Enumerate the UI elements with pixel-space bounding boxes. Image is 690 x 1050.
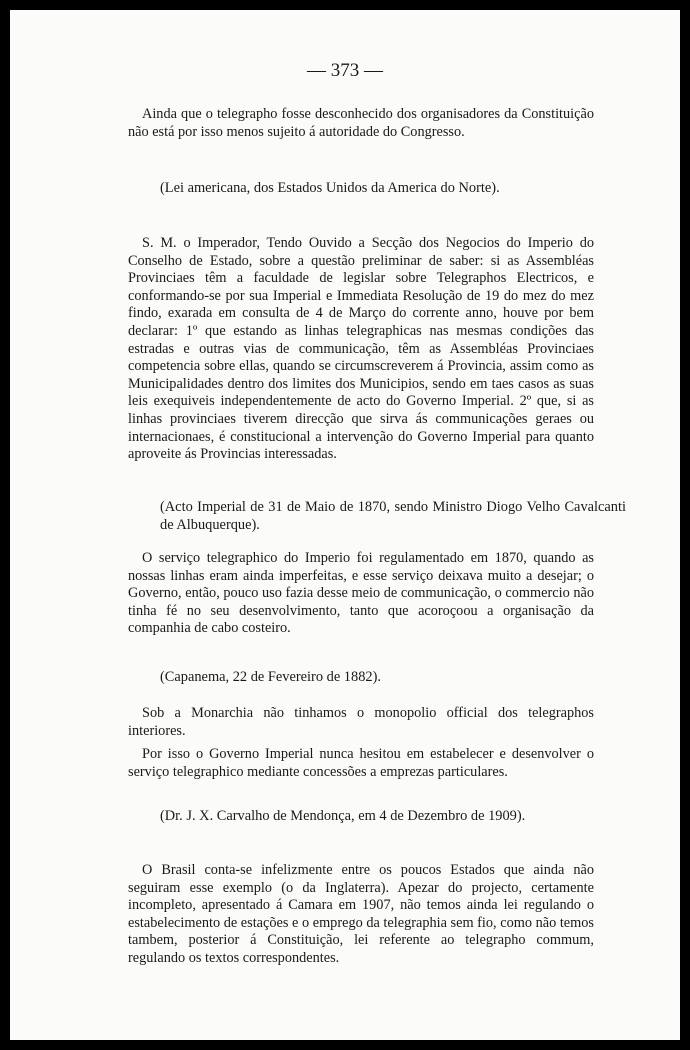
citation-acto-imperial: (Acto Imperial de 31 de Maio de 1870, sendo Ministro Diogo Velho Cavalcanti de Albuquerque). xyxy=(160,499,626,533)
paragraph-monarchia: Sob a Monarchia não tinhamos o monopolio official dos telegraphos interiores. xyxy=(128,705,594,739)
document-page xyxy=(10,10,680,1040)
paragraph-brasil-telegraphia: O Brasil conta-se infelizmente entre os poucos Estados que ainda não seguiram esse exemplo (o da Inglaterra). Apezar do projecto, certamente incompleto, apresentado á Camara em 1907, não temos ainda lei regulando o estabelecimento de estações e o emprego da telegraphia sem fio, como não temos tambem, posterior á Constituição, lei referente ao telegrapho commum, regulando os textos correspondentes. xyxy=(128,862,594,966)
citation-capanema: (Capanema, 22 de Fevereiro de 1882). xyxy=(160,669,381,685)
paragraph-servico-telegraphico: O serviço telegraphico do Imperio foi regulamentado em 1870, quando as nossas linhas eram ainda imperfeitas, e esse serviço deixava muito a desejar; o Governo, então, pouco uso fazia desse meio de communicação, o commercio não tinha fé no seu desenvolvimento, tanto que acoroçoou a organisação da companhia de cabo costeiro. xyxy=(128,550,594,637)
citation-lei-americana: (Lei americana, dos Estados Unidos da America do Norte). xyxy=(160,180,500,196)
paragraph-resolucao-imperial: S. M. o Imperador, Tendo Ouvido a Secção dos Negocios do Imperio do Conselho de Estado, sobre a questão preliminar de saber: si as Assembléas Provinciaes têm a faculdade de legislar sobre Telegraphos Electricos, e conformando-se por sua Imperial e Immediata Resolução de 19 do mez do mez findo, exarada em consulta de 4 de Março do corrente anno, houve por bem declarar: 1º que estando as linhas telegraphicas nas mesmas condições das estradas e outras vias de communicação, têm as Assembléas Provinciaes competencia sobre ellas, quando se circumscreverem á Provincia, assim como as Municipalidades dentro dos limites dos Municipios, sendo em taes casos as suas leis exequiveis independentemente de acto do Governo Imperial. 2º que, si as linhas provinciaes tiverem direcção que sirva ás communicações geraes ou internacionaes, é constitucional a intervenção do Governo Imperial para quanto aproveite ás Provincias interessadas. xyxy=(128,235,594,463)
paragraph-constituicao: Ainda que o telegrapho fosse desconhecido dos organisadores da Constituição não está por isso menos sujeito á autoridade do Congresso. xyxy=(128,106,594,140)
citation-carvalho-mendonca: (Dr. J. X. Carvalho de Mendonça, em 4 de Dezembro de 1909). xyxy=(160,808,526,824)
page-number: — 373 — xyxy=(307,60,383,81)
paragraph-governo-imperial: Por isso o Governo Imperial nunca hesitou em estabelecer e desenvolver o serviço telegraphico mediante concessões a emprezas particulares. xyxy=(128,746,594,780)
